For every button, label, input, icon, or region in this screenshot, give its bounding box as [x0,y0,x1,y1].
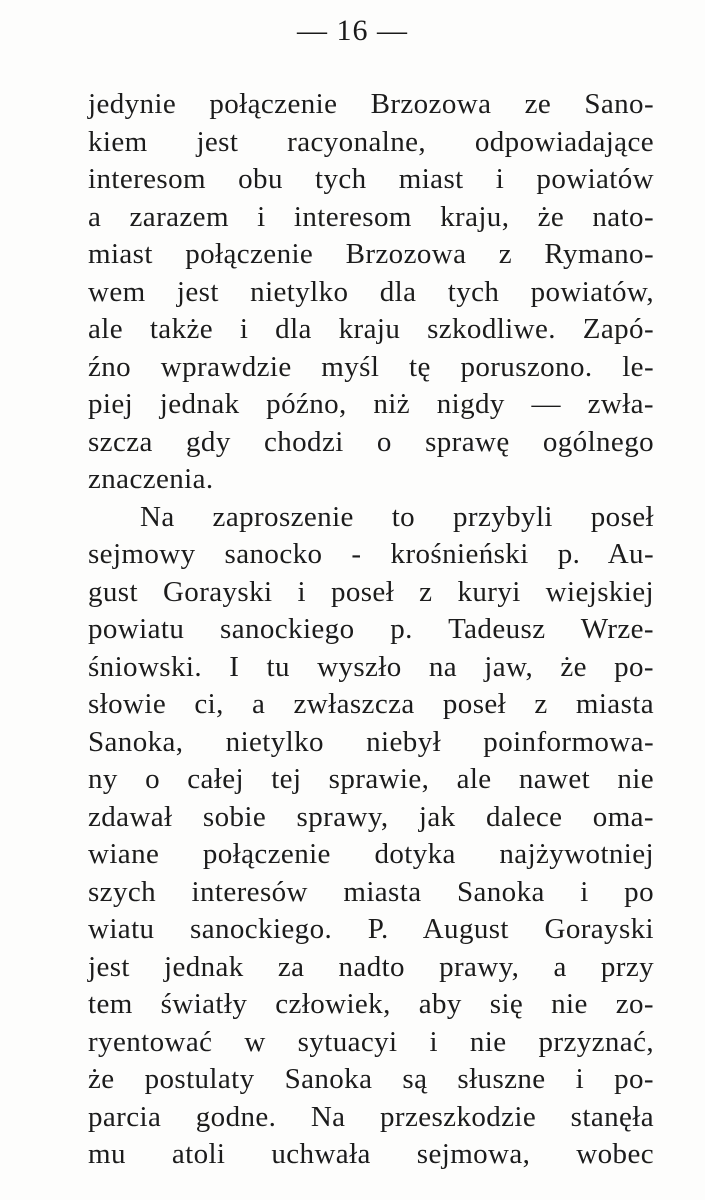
text-line: Sanoka, nietylko niebył poinformowa- [88,725,654,758]
text-line: źno wprawdzie myśl tę poruszono. le- [88,350,654,383]
text-line: tem światły człowiek, aby się nie zo- [88,988,654,1020]
text-line: jedynie połączenie Brzozowa ze Sano- [88,88,654,120]
text-line: szcza gdy chodzi o sprawę ogólnego [88,425,654,458]
text-line: ryentować w sytuacyi i nie przyznać, [88,1025,654,1058]
text-line: Na zaproszenie to przybyli poseł [140,500,654,533]
text-line: jest jednak za nadto prawy, a przy [88,950,654,983]
text-line: sejmowy sanocko - krośnieński p. Au- [88,538,654,570]
text-line: znaczenia. [88,463,214,495]
text-line: powiatu sanockiego p. Tadeusz Wrze- [88,613,654,645]
text-line: szych interesów miasta Sanoka i po [88,875,654,908]
text-line: słowie ci, a zwłaszcza poseł z miasta [88,688,654,720]
text-line: piej jednak późno, niż nigdy — zwła- [88,388,654,420]
text-line: parcia godne. Na przeszkodzie stanęła [88,1100,654,1133]
text-line: wiatu sanockiego. P. August Gorayski [88,913,654,945]
text-line: gust Gorayski i poseł z kuryi wiejskiej [88,575,654,608]
text-line: wem jest nietylko dla tych powiatów, [88,275,654,308]
text-line: interesom obu tych miast i powiatów [88,163,654,195]
page-number: — 16 — [297,14,408,47]
text-line: że postulaty Sanoka są słuszne i po- [88,1063,654,1095]
text-line: miast połączenie Brzozowa z Rymano- [88,238,654,270]
text-line: śniowski. I tu wyszło na jaw, że po- [88,650,654,683]
text-line: kiem jest racyonalne, odpowiadające [88,125,654,158]
text-line: mu atoli uchwała sejmowa, wobec [88,1138,654,1170]
body-text [88,86,654,1174]
text-line: ny o całej tej sprawie, ale nawet nie [88,763,654,795]
text-line: zdawał sobie sprawy, jak dalece oma- [88,800,654,833]
text-line: ale także i dla kraju szkodliwe. Zapó- [88,313,654,345]
text-line: a zarazem i interesom kraju, że nato- [88,200,654,233]
text-line: wiane połączenie dotyka najżywotniej [88,838,654,870]
